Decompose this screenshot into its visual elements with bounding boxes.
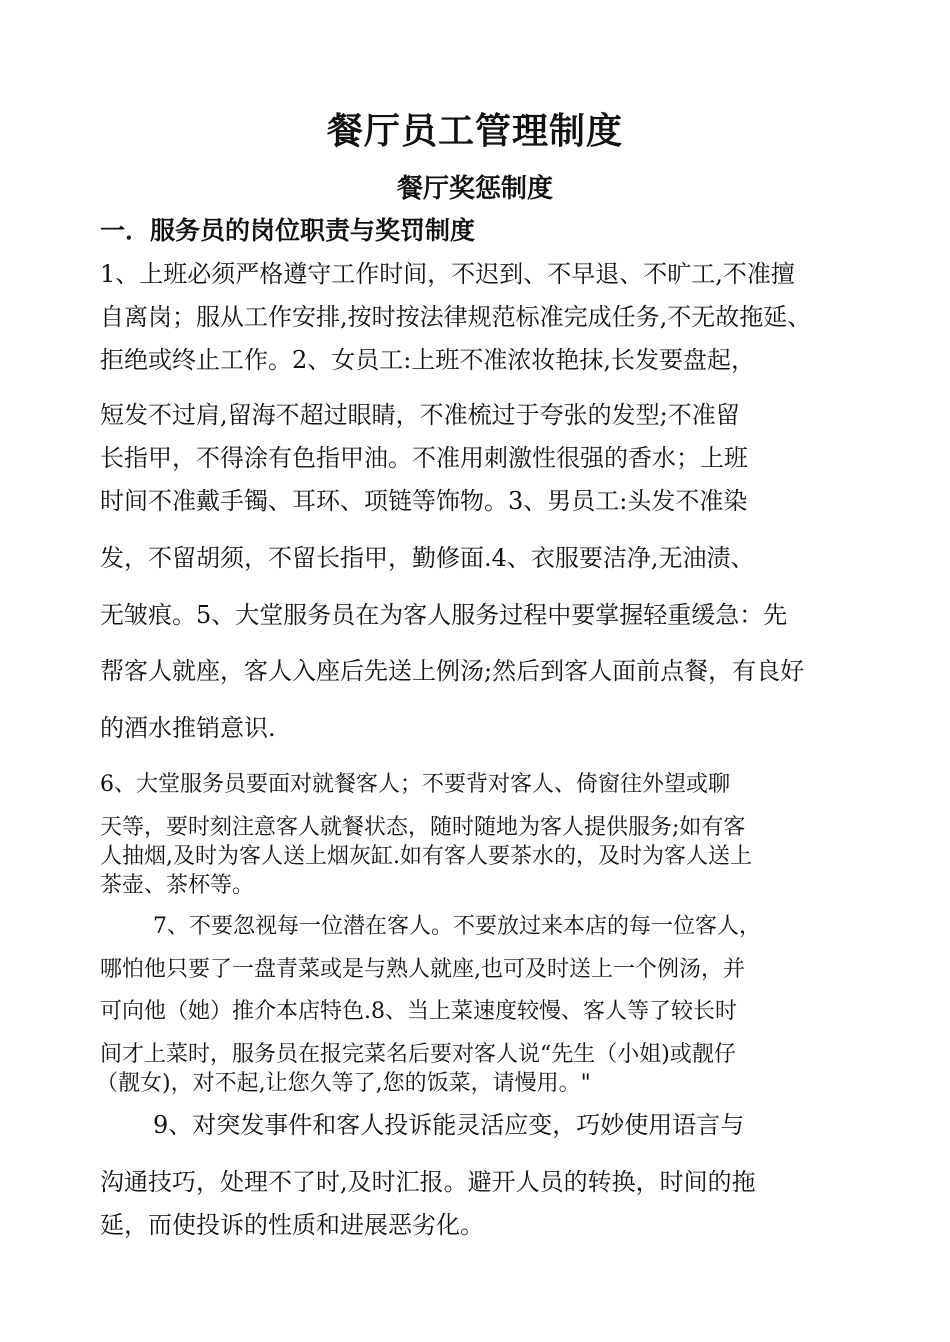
paragraph-line: 的酒水推销意识. — [100, 714, 276, 742]
section-heading: 一．服务员的岗位职责与奖罚制度 — [100, 216, 476, 245]
paragraph-line: 9、对突发事件和客人投诉能灵活应变，巧妙使用语言与 — [153, 1111, 745, 1139]
paragraph-line: 延，而使投诉的性质和进展恶劣化。 — [100, 1211, 484, 1239]
paragraph-line: 无皱痕。5、大堂服务员在为客人服务过程中要掌握轻重缓急：先 — [100, 601, 788, 629]
paragraph-line: 天等，要时刻注意客人就餐状态，随时随地为客人提供服务;如有客 — [100, 815, 746, 840]
paragraph-line: 人抽烟,及时为客人送上烟灰缸.如有客人要茶水的，及时为客人送上 — [100, 844, 752, 869]
paragraph-line: 拒绝或终止工作。2、女员工:上班不准浓妆艳抹,长发要盘起， — [100, 346, 755, 374]
paragraph-line: 1、上班必须严格遵守工作时间，不迟到、不早退、不旷工,不准擅 — [100, 260, 795, 288]
paragraph-line: 沟通技巧，处理不了时,及时汇报。避开人员的转换，时间的拖 — [100, 1168, 756, 1196]
document-title: 餐厅员工管理制度 — [326, 111, 623, 152]
paragraph-line: 自离岗；服从工作安排,按时按法律规范标准完成任务,不无故拖延、 — [100, 303, 812, 331]
paragraph-line: 哪怕他只要了一盘青菜或是与熟人就座,也可及时送上一个例汤，并 — [100, 957, 745, 982]
paragraph-line: （靓女)，对不起,让您久等了,您的饭菜，请慢用。" — [96, 1071, 591, 1096]
paragraph-line: 可向他（她）推介本店特色.8、当上菜速度较慢、客人等了较长时 — [100, 999, 737, 1024]
paragraph-line: 间才上菜时，服务员在报完菜名后要对客人说“先生（小姐)或靓仔 — [100, 1042, 736, 1067]
document-subtitle: 餐厅奖惩制度 — [396, 174, 553, 204]
paragraph-line: 长指甲，不得涂有色指甲油。不准用刺激性很强的香水；上班 — [100, 444, 748, 472]
paragraph-line: 7、不要忽视每一位潜在客人。不要放过来本店的每一位客人， — [153, 914, 761, 939]
paragraph-line: 茶壶、茶杯等。 — [100, 873, 255, 898]
paragraph-line: 短发不过肩,留海不超过眼睛，不准梳过于夸张的发型;不准留 — [100, 401, 740, 429]
paragraph-line: 6、大堂服务员要面对就餐客人；不要背对客人、倚窗往外望或聊 — [100, 772, 730, 797]
paragraph-line: 帮客人就座，客人入座后先送上例汤;然后到客人面前点餐，有良好 — [100, 657, 805, 685]
paragraph-line: 发，不留胡须，不留长指甲，勤修面.4、衣服要洁净,无油渍、 — [100, 544, 755, 572]
paragraph-line: 时间不准戴手镯、耳环、项链等饰物。3、男员工:头发不准染 — [100, 487, 748, 515]
